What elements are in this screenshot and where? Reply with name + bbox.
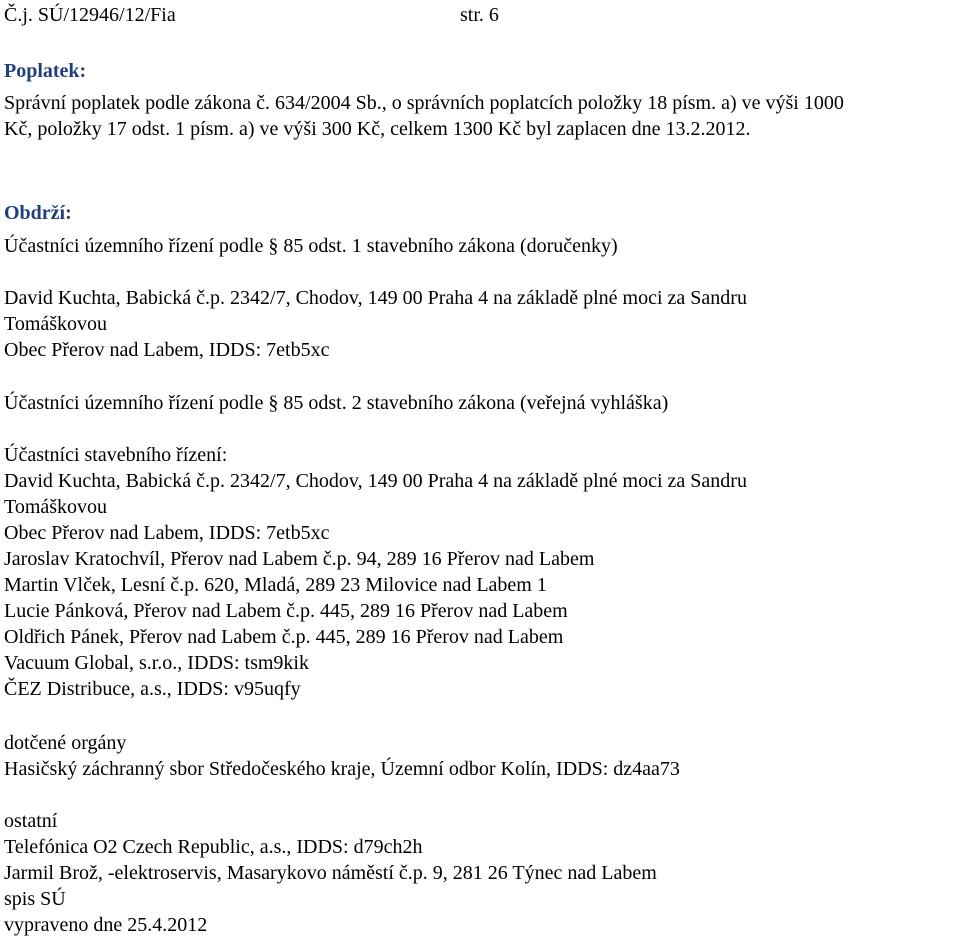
group3-line-7: Oldřich Pánek, Přerov nad Labem č.p. 445, 289 16 Přerov nad Labem: [4, 626, 564, 648]
group3-block: [4, 442, 944, 702]
group2-title-block: [4, 390, 944, 416]
group3-title: Účastníci stavebního řízení:: [4, 444, 228, 466]
group3-line-4: Jaroslav Kratochvíl, Přerov nad Labem č.p. 94, 289 16 Přerov nad Labem: [4, 548, 595, 570]
group1-line-3: Obec Přerov nad Labem, IDDS: 7etb5xc: [4, 339, 330, 361]
group3-line-9: ČEZ Distribuce, a.s., IDDS: v95uqfy: [4, 678, 301, 700]
others-line-1: Telefónica O2 Czech Republic, a.s., IDDS: d79ch2h: [4, 836, 423, 858]
others-block: [4, 808, 944, 938]
fee-text: [4, 90, 944, 142]
group1-line-1: David Kuchta, Babická č.p. 2342/7, Chodov, 149 00 Praha 4 na základě plné moci za Sandru: [4, 287, 747, 309]
group3-line-8: Vacuum Global, s.r.o., IDDS: tsm9kik: [4, 652, 309, 674]
group1-list: [4, 285, 944, 363]
group3-line-6: Lucie Pánková, Přerov nad Labem č.p. 445, 289 16 Přerov nad Labem: [4, 600, 568, 622]
others-line-3: spis SÚ: [4, 888, 66, 910]
fee-section: [4, 58, 944, 84]
group3-line-2: Tomáškovou: [4, 496, 108, 518]
others-title: ostatní: [4, 810, 58, 832]
fee-heading: Poplatek:: [4, 60, 87, 82]
group3-line-3: Obec Přerov nad Labem, IDDS: 7etb5xc: [4, 522, 330, 544]
page-number: str. 6: [460, 4, 499, 26]
others-line-4: vypraveno dne 25.4.2012: [4, 914, 208, 936]
authorities-block: [4, 730, 944, 782]
group1-line-2: Tomáškovou: [4, 313, 108, 335]
group2-title: Účastníci územního řízení podle § 85 odst. 2 stavebního zákona (veřejná vyhláška): [4, 392, 669, 414]
authorities-title: dotčené orgány: [4, 732, 127, 754]
group3-line-5: Martin Vlček, Lesní č.p. 620, Mladá, 289 23 Milovice nad Labem 1: [4, 574, 547, 596]
authorities-line-1: Hasičský záchranný sbor Středočeského kraje, Územní odbor Kolín, IDDS: dz4aa73: [4, 758, 680, 780]
reference-number: Č.j. SÚ/12946/12/Fia: [4, 4, 176, 26]
recipients-heading: Obdrží:: [4, 202, 72, 224]
group1-title-block: [4, 233, 944, 259]
group3-line-1: David Kuchta, Babická č.p. 2342/7, Chodov, 149 00 Praha 4 na základě plné moci za Sandru: [4, 470, 747, 492]
recipients-section: [4, 200, 944, 226]
others-line-2: Jarmil Brož, -elektroservis, Masarykovo náměstí č.p. 9, 281 26 Týnec nad Labem: [4, 862, 657, 884]
page-header: [4, 2, 944, 28]
fee-line-2: Kč, položky 17 odst. 1 písm. a) ve výši 300 Kč, celkem 1300 Kč byl zaplacen dne 13.2.2012.: [4, 118, 751, 140]
fee-line-1: Správní poplatek podle zákona č. 634/2004 Sb., o správních poplatcích položky 18 písm. a) ve výši 1000: [4, 92, 844, 114]
group1-title: Účastníci územního řízení podle § 85 odst. 1 stavebního zákona (doručenky): [4, 235, 618, 257]
